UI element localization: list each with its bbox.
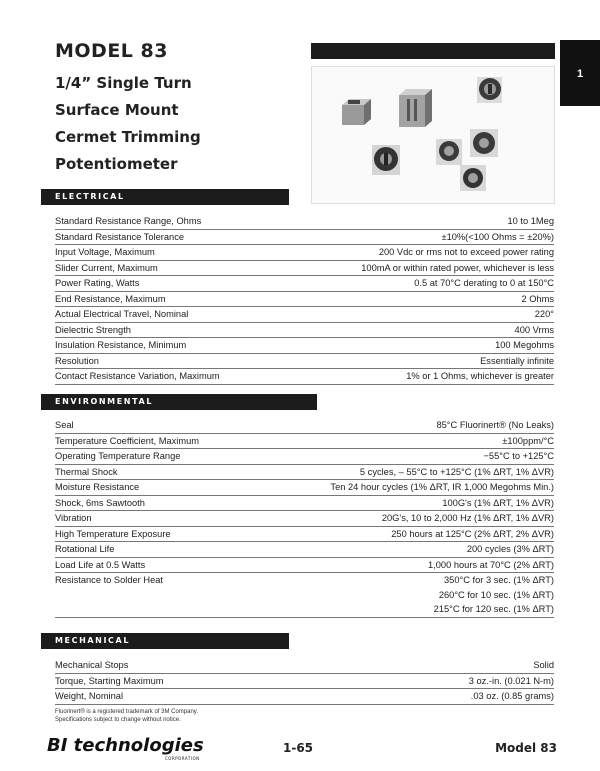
table-row — [55, 322, 554, 338]
trimmer-round-5 — [460, 165, 486, 191]
trimmer-round-2 — [372, 145, 400, 175]
table-row — [55, 369, 554, 385]
spec-value: 85°C Fluorinert® (No Leaks) — [250, 418, 554, 433]
table-row — [55, 602, 554, 617]
spec-label: Resolution — [55, 353, 285, 369]
subtitle-line: 1/4” Single Turn — [55, 74, 192, 92]
product-photo — [311, 66, 555, 204]
environmental-table — [55, 418, 554, 618]
electrical-table — [55, 214, 554, 385]
spec-value: 260°C for 10 sec. (1% ΔRT) — [438, 589, 554, 600]
spec-label: Actual Electrical Travel, Nominal — [55, 307, 285, 323]
logo-subtext: CORPORATION — [165, 756, 200, 761]
spec-value: 200 cycles (3% ΔRT) — [250, 542, 554, 558]
table-row — [55, 658, 554, 673]
electrical-heading: ELECTRICAL — [41, 189, 289, 205]
spec-label: Mechanical Stops — [55, 658, 334, 673]
spec-label: Operating Temperature Range — [55, 449, 250, 465]
table-row — [55, 449, 554, 465]
table-row — [55, 542, 554, 558]
subtitle-line: Potentiometer — [55, 155, 178, 173]
table-row — [55, 464, 554, 480]
mechanical-table — [55, 658, 554, 705]
table-row — [55, 229, 554, 245]
subtitle-line: Surface Mount — [55, 101, 179, 119]
table-row — [55, 418, 554, 433]
spec-label: End Resistance, Maximum — [55, 291, 285, 307]
footer-model: Model 83 — [495, 741, 557, 755]
spec-value: 20G's, 10 to 2,000 Hz (1% ΔRT, 1% ΔVR) — [250, 511, 554, 527]
spec-value: 3 oz.-in. (0.021 N-m) — [334, 673, 554, 689]
component-cube-1 — [342, 99, 371, 125]
table-row — [55, 673, 554, 689]
component-cube-2 — [399, 89, 432, 127]
table-row — [55, 511, 554, 527]
spec-value: 100G's (1% ΔRT, 1% ΔVR) — [250, 495, 554, 511]
spec-value: 250 hours at 125°C (2% ΔRT, 2% ΔVR) — [250, 526, 554, 542]
spec-label: Resistance to Solder Heat — [55, 575, 164, 586]
spec-value: 1,000 hours at 70°C (2% ΔRT) — [250, 557, 554, 573]
spec-label: Standard Resistance Tolerance — [55, 229, 285, 245]
spec-value: 2 Ohms — [285, 291, 554, 307]
spec-value: 220° — [285, 307, 554, 323]
table-row — [55, 557, 554, 573]
spec-label: Vibration — [55, 511, 250, 527]
spec-value: 1% or 1 Ohms, whichever is greater — [285, 369, 554, 385]
spec-value: 10 to 1Meg — [285, 214, 554, 229]
spec-value: Ten 24 hour cycles (1% ΔRT, IR 1,000 Megohms Min.) — [250, 480, 554, 496]
table-row — [55, 338, 554, 354]
table-row — [55, 214, 554, 229]
table-row — [55, 245, 554, 261]
spec-label: Torque, Starting Maximum — [55, 673, 334, 689]
company-logo — [47, 735, 204, 761]
trimmer-round-4 — [470, 129, 498, 157]
spec-label: Thermal Shock — [55, 464, 250, 480]
spec-value: ±100ppm/°C — [250, 433, 554, 449]
mechanical-heading: MECHANICAL — [41, 633, 289, 649]
spec-label: Standard Resistance Range, Ohms — [55, 214, 285, 229]
spec-label: Load Life at 0.5 Watts — [55, 557, 250, 573]
environmental-heading: ENVIRONMENTAL — [41, 394, 317, 410]
spec-label: Shock, 6ms Sawtooth — [55, 495, 250, 511]
table-row — [55, 573, 554, 588]
footnote — [55, 708, 198, 724]
spec-value: 400 Vrms — [285, 322, 554, 338]
spec-value: 100 Megohms — [285, 338, 554, 354]
table-row — [55, 689, 554, 705]
spec-value: Essentially infinite — [285, 353, 554, 369]
trimmer-round-1 — [477, 77, 502, 103]
spec-label: Moisture Resistance — [55, 480, 250, 496]
table-row — [55, 433, 554, 449]
spec-label: Temperature Coefficient, Maximum — [55, 433, 250, 449]
section-tab: 1 — [560, 40, 600, 106]
spec-value: 100mA or within rated power, whichever is less — [285, 260, 554, 276]
spec-value: ±10%(<100 Ohms = ±20%) — [285, 229, 554, 245]
header-bar — [311, 43, 555, 59]
model-title: MODEL 83 — [55, 40, 168, 62]
spec-value: .03 oz. (0.85 grams) — [334, 689, 554, 705]
spec-value: 350°C for 3 sec. (1% ΔRT) — [444, 575, 554, 586]
page-number: 1-65 — [283, 741, 314, 755]
spec-label: Dielectric Strength — [55, 322, 285, 338]
spec-change-note: Specifications subject to change without notice. — [55, 717, 181, 723]
table-row — [55, 307, 554, 323]
spec-value: 5 cycles, – 55°C to +125°C (1% ΔRT, 1% ΔVR) — [250, 464, 554, 480]
spec-value: 215°C for 120 sec. (1% ΔRT) — [250, 602, 554, 617]
spec-label: Seal — [55, 418, 250, 433]
spec-label: Contact Resistance Variation, Maximum — [55, 369, 285, 385]
spec-value: 0.5 at 70°C derating to 0 at 150°C — [285, 276, 554, 292]
trimmer-round-3 — [436, 139, 462, 165]
table-row — [55, 291, 554, 307]
subtitle-line: Cermet Trimming — [55, 128, 201, 146]
spec-value: 200 Vdc or rms not to exceed power rating — [285, 245, 554, 261]
spec-value: Solid — [334, 658, 554, 673]
spec-label: High Temperature Exposure — [55, 526, 250, 542]
spec-label: Weight, Nominal — [55, 689, 334, 705]
table-row — [55, 276, 554, 292]
spec-label: Insulation Resistance, Minimum — [55, 338, 285, 354]
table-row — [55, 526, 554, 542]
table-row — [55, 260, 554, 276]
logo-text: BI technologies — [47, 735, 204, 756]
trademark-note: Fluorinert® is a registered trademark of 3M Company. — [55, 709, 199, 715]
spec-value: −55°C to +125°C — [250, 449, 554, 465]
table-row — [55, 353, 554, 369]
spec-label: Slider Current, Maximum — [55, 260, 285, 276]
potentiometer-photo-image — [312, 67, 554, 203]
table-row — [55, 495, 554, 511]
spec-label: Rotational Life — [55, 542, 250, 558]
table-row — [55, 480, 554, 496]
title-block — [55, 40, 305, 178]
table-row — [55, 588, 554, 603]
product-subtitle — [55, 70, 305, 178]
spec-label: Input Voltage, Maximum — [55, 245, 285, 261]
spec-label: Power Rating, Watts — [55, 276, 285, 292]
